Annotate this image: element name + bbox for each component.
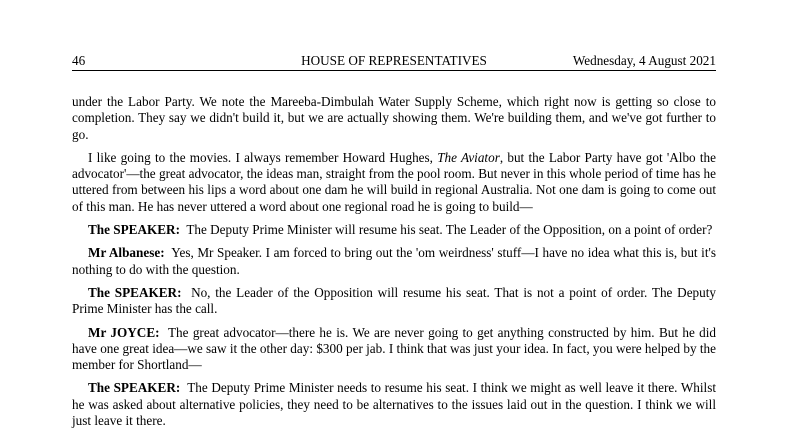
speaker-label: The SPEAKER: [88,284,182,300]
hansard-body [72,94,716,436]
paragraph-text: No, the Leader of the Opposition will resume his seat. That is not a point of order. The Deputy Prime Minister has the call. [72,284,717,317]
paragraph-5 [72,285,716,318]
paragraph-6 [72,325,716,374]
paragraph-3 [72,222,716,238]
paragraph-text: The Deputy Prime Minister will resume his seat. The Leader of the Opposition, on a point of order? [186,222,713,238]
paragraph-1 [72,94,716,143]
paragraph-text: The Deputy Prime Minister needs to resume his seat. I think we might as well leave it there. Whilst he was asked about alternative policies, they need to be alternatives to the issues laid out in the question. I think we will just leave it there. [72,380,716,429]
speaker-label: Mr JOYCE: [88,324,160,340]
sitting-date: Wednesday, 4 August 2021 [572,53,716,68]
paragraph-7 [72,380,716,429]
paragraph-text: I like going to the movies. I always remember Howard Hughes, [88,149,438,165]
paragraph-text: under the Labor Party. We note the Mareeba-Dimbulah Water Supply Scheme, which right now is getting so close to completion. They say we didn't build it, but we are actually showing them. We're building them, and we've got further to go. [72,94,716,142]
page-header [72,52,716,71]
house-title: HOUSE OF REPRESENTATIVES [301,53,487,68]
paragraph-text: The great advocator—there he is. We are never going to get anything constructed by him. But he did have one great idea—we saw it the other day: $300 per jab. I think that was just your idea. In fact, you were helped by the member for Shortland— [72,324,717,373]
paragraph-2 [72,150,716,215]
film-title: The Aviator [437,149,500,165]
paragraph-text: , but the Labor Party have got 'Albo the advocator'—the great advocator, the ideas man, straight from the pool room. But never in this whole period of time has he uttered from between his lips a word about one dam he will build in regional Australia. Not one dam is going to come out of this man. He has never uttered a word about one regional road he is going to build— [72,149,716,214]
speaker-label: Mr Albanese: [88,245,165,261]
paragraph-text: Yes, Mr Speaker. I am forced to bring out the 'om weirdness' stuff—I have no idea what this is, but it's nothing to do with the question. [72,245,717,277]
speaker-label: The SPEAKER: [88,380,181,396]
paragraph-4 [72,245,716,278]
speaker-label: The SPEAKER: [88,222,180,238]
page-number: 46 [72,53,86,68]
